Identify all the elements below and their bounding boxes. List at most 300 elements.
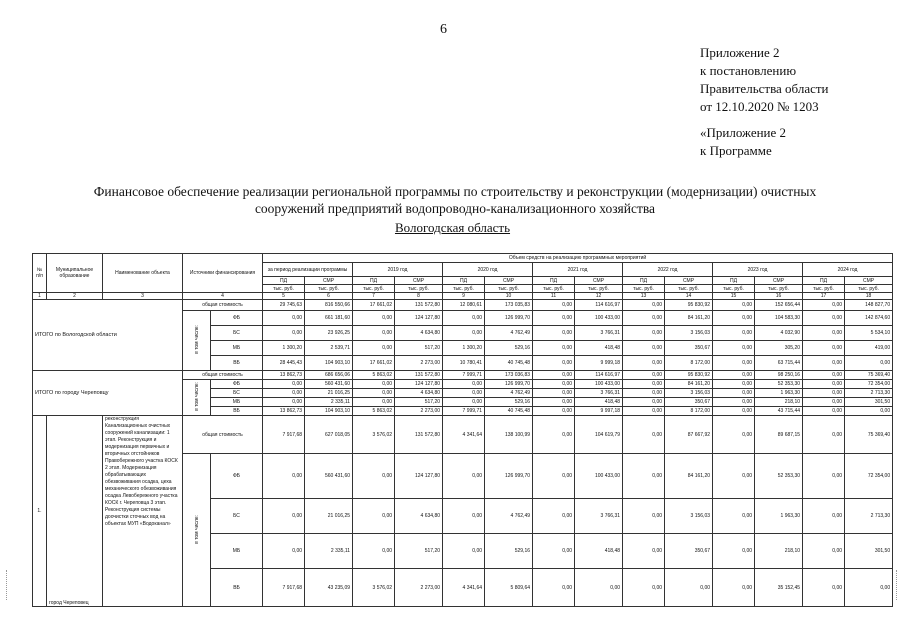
value-cell: 21 016,25 bbox=[305, 499, 353, 534]
value-cell: 2 273,00 bbox=[395, 569, 443, 607]
value-cell: 0,00 bbox=[263, 398, 305, 407]
value-cell: 84 161,20 bbox=[665, 454, 713, 499]
value-cell: 2 539,71 bbox=[305, 341, 353, 356]
value-cell: 2 335,11 bbox=[305, 398, 353, 407]
value-cell: 1 300,20 bbox=[443, 341, 485, 356]
value-cell: 686 656,06 bbox=[305, 371, 353, 380]
column-number: 7 bbox=[353, 293, 395, 300]
value-cell: 4 341,64 bbox=[443, 569, 485, 607]
value-cell: 13 862,73 bbox=[263, 407, 305, 416]
value-cell: 1 300,20 bbox=[263, 341, 305, 356]
value-cell: 0,00 bbox=[533, 380, 575, 389]
header-year: 2019 год bbox=[353, 263, 443, 277]
value-cell: 131 572,80 bbox=[395, 300, 443, 311]
value-cell: 0,00 bbox=[713, 499, 755, 534]
value-cell: 218,10 bbox=[755, 534, 803, 569]
value-cell: 29 745,63 bbox=[263, 300, 305, 311]
value-cell: 40 745,48 bbox=[485, 407, 533, 416]
appendix-header bbox=[700, 44, 829, 160]
value-cell: 3 156,03 bbox=[665, 326, 713, 341]
value-cell: 17 661,02 bbox=[353, 300, 395, 311]
value-cell: 3 156,03 bbox=[665, 499, 713, 534]
value-cell: 0,00 bbox=[533, 326, 575, 341]
value-cell: 98 250,16 bbox=[755, 371, 803, 380]
value-cell: 1 963,30 bbox=[755, 499, 803, 534]
value-cell: 126 999,70 bbox=[485, 380, 533, 389]
header-smr: СМР bbox=[665, 277, 713, 285]
value-cell: 138 100,99 bbox=[485, 416, 533, 454]
header-smr: СМР bbox=[485, 277, 533, 285]
appendix-line: Правительства области bbox=[700, 81, 829, 96]
header-unit: тыс. руб. bbox=[845, 285, 893, 293]
value-cell: 529,16 bbox=[485, 341, 533, 356]
title-line: Финансовое обеспечение реализации региональной программы по строительству и реконструкции (модернизации) очистных bbox=[93, 184, 817, 199]
in-total-label bbox=[183, 454, 211, 607]
value-cell: 0,00 bbox=[533, 569, 575, 607]
value-cell: 418,48 bbox=[575, 398, 623, 407]
column-number: 17 bbox=[803, 293, 845, 300]
value-cell: 0,00 bbox=[803, 300, 845, 311]
value-cell: 3 766,31 bbox=[575, 499, 623, 534]
value-cell: 126 999,70 bbox=[485, 454, 533, 499]
value-cell: 0,00 bbox=[263, 499, 305, 534]
value-cell: 5 863,02 bbox=[353, 407, 395, 416]
value-cell: 418,48 bbox=[575, 534, 623, 569]
header-smr: СМР bbox=[395, 277, 443, 285]
value-cell: 0,00 bbox=[533, 534, 575, 569]
header-smr: СМР bbox=[305, 277, 353, 285]
value-cell: 0,00 bbox=[803, 534, 845, 569]
value-cell: 517,20 bbox=[395, 398, 443, 407]
source-label: БС bbox=[211, 499, 263, 534]
appendix-line: к постановлению bbox=[700, 63, 797, 78]
object-name: реконструкция Канализационных очистных сооружений канализации: 1 этап. Реконструкция и модернизация первичных и вторичных отстойников Правобережного участка КОСК 2 этап. Модернизация обрабатывающих обезвоживания осадка, цеха механического обезвоживания осадка Левобережного участка КОСК г. Череповца 3 этап. Реконструкция системы доочистки сточных вод на объектах МУП «Водоканал» bbox=[103, 416, 183, 607]
value-cell: 560 431,60 bbox=[305, 454, 353, 499]
source-label: БС bbox=[211, 326, 263, 341]
value-cell: 350,67 bbox=[665, 341, 713, 356]
value-cell: 87 667,92 bbox=[665, 416, 713, 454]
value-cell: 661 181,60 bbox=[305, 311, 353, 326]
header-year: 2022 год bbox=[623, 263, 713, 277]
header-pd: ПД bbox=[803, 277, 845, 285]
value-cell: 75 369,40 bbox=[845, 371, 893, 380]
header-unit: тыс. руб. bbox=[263, 285, 305, 293]
value-cell: 89 687,15 bbox=[755, 416, 803, 454]
value-cell: 0,00 bbox=[845, 356, 893, 371]
value-cell: 23 926,25 bbox=[305, 326, 353, 341]
source-label: МБ bbox=[211, 398, 263, 407]
value-cell: 0,00 bbox=[353, 534, 395, 569]
value-cell: 0,00 bbox=[443, 311, 485, 326]
value-cell: 7 917,68 bbox=[263, 416, 305, 454]
value-cell: 100 433,00 bbox=[575, 311, 623, 326]
value-cell: 0,00 bbox=[803, 499, 845, 534]
value-cell: 0,00 bbox=[443, 499, 485, 534]
value-cell: 0,00 bbox=[623, 407, 665, 416]
header-period: за период реализации программы bbox=[263, 263, 353, 277]
title-line: сооружений предприятий водопроводно-канализационного хозяйства bbox=[254, 201, 656, 216]
header-unit: тыс. руб. bbox=[443, 285, 485, 293]
value-cell: 72 354,00 bbox=[845, 380, 893, 389]
column-number: 11 bbox=[533, 293, 575, 300]
in-total-label bbox=[183, 380, 211, 416]
column-number: 18 bbox=[845, 293, 893, 300]
in-total-text: в том числе: bbox=[193, 325, 200, 354]
value-cell: 0,00 bbox=[353, 341, 395, 356]
value-cell: 152 656,44 bbox=[755, 300, 803, 311]
value-cell: 9 997,18 bbox=[575, 407, 623, 416]
source-label: общая стоимость bbox=[183, 371, 263, 380]
column-number: 16 bbox=[755, 293, 803, 300]
value-cell: 131 572,80 bbox=[395, 416, 443, 454]
value-cell: 43 715,44 bbox=[755, 407, 803, 416]
page-number: 6 bbox=[440, 22, 447, 37]
value-cell: 0,00 bbox=[353, 326, 395, 341]
value-cell: 13 862,73 bbox=[263, 371, 305, 380]
value-cell: 7 999,71 bbox=[443, 407, 485, 416]
value-cell: 0,00 bbox=[443, 398, 485, 407]
header-unit: тыс. руб. bbox=[533, 285, 575, 293]
value-cell: 0,00 bbox=[623, 416, 665, 454]
header-unit: тыс. руб. bbox=[713, 285, 755, 293]
source-label: ФБ bbox=[211, 311, 263, 326]
table-row bbox=[33, 416, 893, 454]
header-unit: тыс. руб. bbox=[395, 285, 443, 293]
appendix-line: к Программе bbox=[700, 143, 772, 158]
value-cell: 0,00 bbox=[713, 356, 755, 371]
header-unit: тыс. руб. bbox=[803, 285, 845, 293]
value-cell: 0,00 bbox=[575, 569, 623, 607]
value-cell: 0,00 bbox=[263, 534, 305, 569]
value-cell: 4 032,90 bbox=[755, 326, 803, 341]
value-cell: 0,00 bbox=[623, 534, 665, 569]
value-cell: 418,48 bbox=[575, 341, 623, 356]
value-cell: 7 999,71 bbox=[443, 371, 485, 380]
value-cell: 627 018,05 bbox=[305, 416, 353, 454]
value-cell: 7 917,68 bbox=[263, 569, 305, 607]
value-cell: 63 715,44 bbox=[755, 356, 803, 371]
value-cell: 0,00 bbox=[263, 380, 305, 389]
value-cell: 3 576,02 bbox=[353, 416, 395, 454]
value-cell: 0,00 bbox=[713, 326, 755, 341]
value-cell: 3 156,03 bbox=[665, 389, 713, 398]
value-cell: 0,00 bbox=[623, 499, 665, 534]
value-cell: 0,00 bbox=[353, 389, 395, 398]
source-label: ВБ bbox=[211, 356, 263, 371]
header-pd: ПД bbox=[533, 277, 575, 285]
value-cell: 114 616,97 bbox=[575, 300, 623, 311]
source-label: общая стоимость bbox=[183, 300, 263, 311]
header-pd: ПД bbox=[443, 277, 485, 285]
header-num: № п/п bbox=[33, 254, 47, 293]
value-cell: 12 080,61 bbox=[443, 300, 485, 311]
value-cell: 4 634,80 bbox=[395, 326, 443, 341]
value-cell: 28 445,43 bbox=[263, 356, 305, 371]
value-cell: 0,00 bbox=[713, 371, 755, 380]
value-cell: 0,00 bbox=[533, 311, 575, 326]
header-pd: ПД bbox=[353, 277, 395, 285]
column-number: 14 bbox=[665, 293, 713, 300]
table-row bbox=[33, 300, 893, 311]
column-number: 5 bbox=[263, 293, 305, 300]
value-cell: 8 172,00 bbox=[665, 407, 713, 416]
column-number: 1 bbox=[33, 293, 47, 300]
value-cell: 9 999,18 bbox=[575, 356, 623, 371]
value-cell: 4 762,49 bbox=[485, 499, 533, 534]
value-cell: 301,50 bbox=[845, 398, 893, 407]
value-cell: 173 035,83 bbox=[485, 300, 533, 311]
value-cell: 95 830,92 bbox=[665, 371, 713, 380]
value-cell: 0,00 bbox=[263, 389, 305, 398]
value-cell: 52 353,30 bbox=[755, 380, 803, 389]
value-cell: 0,00 bbox=[803, 371, 845, 380]
appendix-line: «Приложение 2 bbox=[700, 125, 787, 140]
value-cell: 529,16 bbox=[485, 398, 533, 407]
value-cell: 0,00 bbox=[845, 569, 893, 607]
value-cell: 0,00 bbox=[623, 341, 665, 356]
value-cell: 0,00 bbox=[623, 371, 665, 380]
value-cell: 0,00 bbox=[623, 311, 665, 326]
value-cell: 0,00 bbox=[533, 356, 575, 371]
value-cell: 0,00 bbox=[263, 454, 305, 499]
scan-margin-mark bbox=[896, 570, 899, 600]
source-label: ВБ bbox=[211, 407, 263, 416]
header-smr: СМР bbox=[575, 277, 623, 285]
value-cell: 104 903,10 bbox=[305, 407, 353, 416]
value-cell: 0,00 bbox=[713, 389, 755, 398]
value-cell: 0,00 bbox=[353, 454, 395, 499]
value-cell: 218,10 bbox=[755, 398, 803, 407]
value-cell: 0,00 bbox=[533, 454, 575, 499]
value-cell: 0,00 bbox=[353, 380, 395, 389]
header-unit: тыс. руб. bbox=[623, 285, 665, 293]
value-cell: 0,00 bbox=[443, 326, 485, 341]
value-cell: 0,00 bbox=[353, 499, 395, 534]
value-cell: 0,00 bbox=[353, 398, 395, 407]
value-cell: 0,00 bbox=[803, 341, 845, 356]
value-cell: 72 354,00 bbox=[845, 454, 893, 499]
header-source: Источники финансирования bbox=[183, 254, 263, 293]
value-cell: 0,00 bbox=[713, 416, 755, 454]
value-cell: 0,00 bbox=[803, 416, 845, 454]
header-unit: тыс. руб. bbox=[575, 285, 623, 293]
value-cell: 0,00 bbox=[533, 416, 575, 454]
value-cell: 5 809,64 bbox=[485, 569, 533, 607]
value-cell: 0,00 bbox=[623, 389, 665, 398]
value-cell: 4 341,64 bbox=[443, 416, 485, 454]
header-unit: тыс. руб. bbox=[353, 285, 395, 293]
header-unit: тыс. руб. bbox=[305, 285, 353, 293]
source-label: ВБ bbox=[211, 569, 263, 607]
header-unit: тыс. руб. bbox=[665, 285, 713, 293]
value-cell: 0,00 bbox=[665, 569, 713, 607]
column-number: 3 bbox=[103, 293, 183, 300]
value-cell: 0,00 bbox=[713, 311, 755, 326]
value-cell: 517,20 bbox=[395, 341, 443, 356]
value-cell: 0,00 bbox=[443, 380, 485, 389]
value-cell: 104 583,30 bbox=[755, 311, 803, 326]
value-cell: 84 161,20 bbox=[665, 380, 713, 389]
header-total-volume: Объем средств на реализацию программных мероприятий bbox=[263, 254, 893, 263]
value-cell: 419,00 bbox=[845, 341, 893, 356]
value-cell: 0,00 bbox=[263, 326, 305, 341]
column-number: 12 bbox=[575, 293, 623, 300]
value-cell: 0,00 bbox=[713, 454, 755, 499]
scan-margin-mark bbox=[6, 570, 9, 600]
column-number: 9 bbox=[443, 293, 485, 300]
value-cell: 529,16 bbox=[485, 534, 533, 569]
value-cell: 0,00 bbox=[533, 407, 575, 416]
value-cell: 8 172,00 bbox=[665, 356, 713, 371]
value-cell: 1 963,30 bbox=[755, 389, 803, 398]
value-cell: 4 634,80 bbox=[395, 499, 443, 534]
value-cell: 305,20 bbox=[755, 341, 803, 356]
in-total-text: в том числе: bbox=[193, 514, 200, 544]
value-cell: 4 762,49 bbox=[485, 326, 533, 341]
source-label: ФБ bbox=[211, 454, 263, 499]
region-name: Вологодская область bbox=[394, 220, 511, 235]
column-number: 8 bbox=[395, 293, 443, 300]
value-cell: 0,00 bbox=[623, 569, 665, 607]
value-cell: 124 127,80 bbox=[395, 380, 443, 389]
header-year: 2023 год bbox=[713, 263, 803, 277]
value-cell: 5 534,10 bbox=[845, 326, 893, 341]
value-cell: 0,00 bbox=[533, 389, 575, 398]
value-cell: 40 745,48 bbox=[485, 356, 533, 371]
value-cell: 0,00 bbox=[443, 454, 485, 499]
value-cell: 4 762,49 bbox=[485, 389, 533, 398]
value-cell: 560 431,60 bbox=[305, 380, 353, 389]
value-cell: 104 619,79 bbox=[575, 416, 623, 454]
value-cell: 0,00 bbox=[623, 326, 665, 341]
appendix-line: от 12.10.2020 № 1203 bbox=[700, 99, 819, 114]
source-label: ФБ bbox=[211, 380, 263, 389]
value-cell: 0,00 bbox=[713, 407, 755, 416]
row-number: 1. bbox=[33, 416, 47, 607]
source-label: МБ bbox=[211, 534, 263, 569]
value-cell: 0,00 bbox=[623, 356, 665, 371]
value-cell: 43 235,09 bbox=[305, 569, 353, 607]
source-label: БС bbox=[211, 389, 263, 398]
value-cell: 0,00 bbox=[713, 398, 755, 407]
value-cell: 17 661,02 bbox=[353, 356, 395, 371]
value-cell: 0,00 bbox=[353, 311, 395, 326]
value-cell: 0,00 bbox=[443, 389, 485, 398]
appendix-line: Приложение 2 bbox=[700, 45, 780, 60]
header-year: 2021 год bbox=[533, 263, 623, 277]
value-cell: 5 863,02 bbox=[353, 371, 395, 380]
value-cell: 0,00 bbox=[713, 300, 755, 311]
value-cell: 517,20 bbox=[395, 534, 443, 569]
value-cell: 0,00 bbox=[623, 300, 665, 311]
value-cell: 131 572,80 bbox=[395, 371, 443, 380]
header-municipality: Муниципальное образование bbox=[47, 254, 103, 293]
header-pd: ПД bbox=[263, 277, 305, 285]
table-row bbox=[33, 371, 893, 380]
value-cell: 350,67 bbox=[665, 398, 713, 407]
in-total-label bbox=[183, 311, 211, 371]
value-cell: 52 353,30 bbox=[755, 454, 803, 499]
value-cell: 100 433,00 bbox=[575, 380, 623, 389]
value-cell: 0,00 bbox=[623, 380, 665, 389]
value-cell: 126 999,70 bbox=[485, 311, 533, 326]
value-cell: 0,00 bbox=[803, 454, 845, 499]
value-cell: 0,00 bbox=[803, 569, 845, 607]
document-title bbox=[40, 183, 870, 217]
value-cell: 0,00 bbox=[533, 300, 575, 311]
value-cell: 0,00 bbox=[533, 398, 575, 407]
value-cell: 100 433,00 bbox=[575, 454, 623, 499]
value-cell: 3 766,31 bbox=[575, 326, 623, 341]
value-cell: 35 152,45 bbox=[755, 569, 803, 607]
in-total-text: в том числе: bbox=[193, 382, 200, 411]
value-cell: 104 903,10 bbox=[305, 356, 353, 371]
header-pd: ПД bbox=[713, 277, 755, 285]
value-cell: 2 273,00 bbox=[395, 356, 443, 371]
value-cell: 148 827,70 bbox=[845, 300, 893, 311]
value-cell: 173 036,83 bbox=[485, 371, 533, 380]
value-cell: 2 335,11 bbox=[305, 534, 353, 569]
header-object: Наименование объекта bbox=[103, 254, 183, 293]
value-cell: 816 550,66 bbox=[305, 300, 353, 311]
column-number: 10 bbox=[485, 293, 533, 300]
value-cell: 3 766,31 bbox=[575, 389, 623, 398]
value-cell: 0,00 bbox=[533, 371, 575, 380]
value-cell: 0,00 bbox=[713, 380, 755, 389]
value-cell: 142 874,60 bbox=[845, 311, 893, 326]
value-cell: 0,00 bbox=[803, 407, 845, 416]
column-number: 15 bbox=[713, 293, 755, 300]
header-year: 2020 год bbox=[443, 263, 533, 277]
value-cell: 2 713,30 bbox=[845, 499, 893, 534]
header-smr: СМР bbox=[755, 277, 803, 285]
header-pd: ПД bbox=[623, 277, 665, 285]
column-number: 13 bbox=[623, 293, 665, 300]
value-cell: 0,00 bbox=[533, 341, 575, 356]
value-cell: 4 634,80 bbox=[395, 389, 443, 398]
header-smr: СМР bbox=[845, 277, 893, 285]
value-cell: 350,67 bbox=[665, 534, 713, 569]
municipality-name: город Череповец bbox=[47, 416, 103, 607]
value-cell: 0,00 bbox=[803, 389, 845, 398]
value-cell: 0,00 bbox=[713, 534, 755, 569]
value-cell: 0,00 bbox=[803, 326, 845, 341]
header-unit: тыс. руб. bbox=[485, 285, 533, 293]
value-cell: 95 830,92 bbox=[665, 300, 713, 311]
value-cell: 75 369,40 bbox=[845, 416, 893, 454]
header-unit: тыс. руб. bbox=[755, 285, 803, 293]
value-cell: 0,00 bbox=[803, 398, 845, 407]
value-cell: 124 127,80 bbox=[395, 454, 443, 499]
value-cell: 0,00 bbox=[803, 356, 845, 371]
value-cell: 0,00 bbox=[803, 311, 845, 326]
source-label: МБ bbox=[211, 341, 263, 356]
value-cell: 0,00 bbox=[623, 454, 665, 499]
value-cell: 2 713,30 bbox=[845, 389, 893, 398]
value-cell: 0,00 bbox=[443, 534, 485, 569]
value-cell: 21 016,25 bbox=[305, 389, 353, 398]
value-cell: 0,00 bbox=[533, 499, 575, 534]
value-cell: 114 616,97 bbox=[575, 371, 623, 380]
value-cell: 0,00 bbox=[845, 407, 893, 416]
value-cell: 10 780,41 bbox=[443, 356, 485, 371]
value-cell: 0,00 bbox=[623, 398, 665, 407]
value-cell: 0,00 bbox=[713, 569, 755, 607]
group-label: ИТОГО по городу Череповцу bbox=[33, 371, 183, 416]
financing-table bbox=[32, 253, 893, 607]
value-cell: 0,00 bbox=[263, 311, 305, 326]
column-number: 2 bbox=[47, 293, 103, 300]
